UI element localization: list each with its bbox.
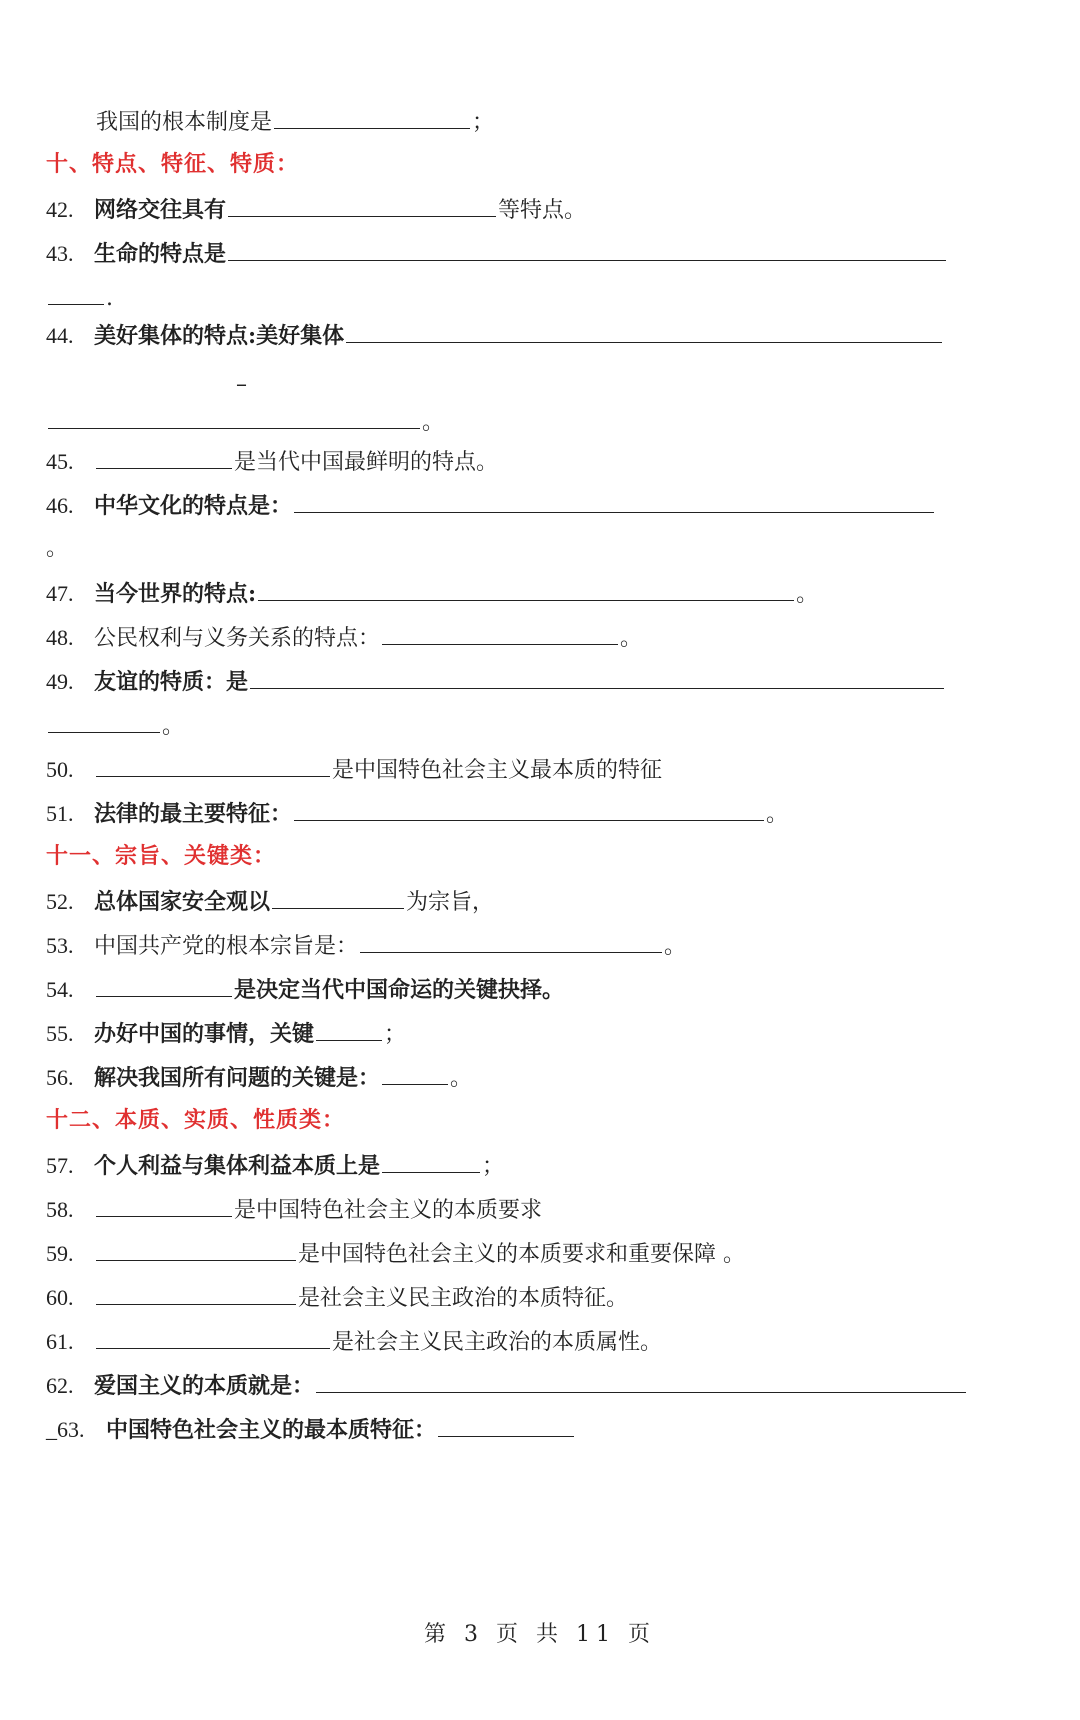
footer-word: 页 <box>495 1622 524 1647</box>
question-prefix: 中国共产党的根本宗旨是： <box>94 934 359 959</box>
answer-blank[interactable] <box>228 192 496 217</box>
question-prefix: 个人利益与集体利益本质上是 <box>94 1153 381 1179</box>
question-item <box>46 664 1032 698</box>
intro-punct: ； <box>472 110 495 135</box>
question-continuation <box>236 368 1032 402</box>
question-number: 51. <box>46 801 74 826</box>
question-item <box>46 1324 1032 1358</box>
question-suffix: 是中国特色社会主义的本质要求 <box>234 1198 543 1223</box>
question-prefix: 总体国家安全观以 <box>94 889 271 915</box>
question-number: 53. <box>46 933 74 958</box>
question-item <box>46 236 1032 270</box>
answer-blank[interactable] <box>96 972 232 997</box>
question-suffix: 是中国特色社会主义的本质要求和重要保障 。 <box>298 1242 745 1267</box>
question-suffix: 是社会主义民主政治的本质属性。 <box>332 1330 663 1355</box>
question-suffix: 。 <box>162 714 185 739</box>
question-number: 50. <box>46 757 74 782</box>
question-suffix: 为宗旨， <box>406 890 495 915</box>
question-item <box>46 488 1032 522</box>
answer-blank[interactable] <box>316 1016 382 1041</box>
question-continuation <box>46 280 1032 314</box>
question-prefix: 办好中国的事情，关键 <box>94 1021 315 1047</box>
intro-text: 我国的根本制度是 <box>96 110 273 135</box>
intro-line <box>96 104 1032 138</box>
answer-blank[interactable] <box>48 708 160 733</box>
question-item <box>46 972 1032 1006</box>
question-item <box>46 1016 1032 1050</box>
question-suffix: 等特点。 <box>498 198 587 223</box>
question-item <box>46 1236 1032 1270</box>
question-number: 57. <box>46 1153 74 1178</box>
answer-blank[interactable] <box>360 928 662 953</box>
question-item <box>46 192 1032 226</box>
question-suffix: 。 <box>450 1066 473 1091</box>
answer-blank[interactable] <box>294 796 764 821</box>
answer-blank[interactable] <box>250 664 944 689</box>
answer-blank[interactable] <box>96 752 330 777</box>
page-footer <box>0 1620 1080 1650</box>
question-number: 56. <box>46 1065 74 1090</box>
question-number: 52. <box>46 889 74 914</box>
question-number: 55. <box>46 1021 74 1046</box>
question-number: 58. <box>46 1197 74 1222</box>
answer-blank[interactable] <box>272 884 404 909</box>
answer-blank[interactable] <box>96 1236 296 1261</box>
question-prefix: 网络交往具有 <box>94 197 227 223</box>
answer-blank[interactable] <box>316 1368 966 1393</box>
footer-word: 页 <box>628 1622 657 1647</box>
answer-blank[interactable] <box>346 318 942 343</box>
question-item <box>46 1192 1032 1226</box>
footer-word: 共 <box>536 1622 565 1647</box>
question-number: 48. <box>46 625 74 650</box>
answer-blank[interactable] <box>382 1060 448 1085</box>
question-prefix: 当今世界的特点: <box>94 581 257 607</box>
answer-blank[interactable] <box>96 1192 232 1217</box>
question-continuation <box>46 532 1032 566</box>
question-number: 42. <box>46 197 74 222</box>
question-suffix: ； <box>384 1022 407 1047</box>
answer-blank[interactable] <box>96 1324 330 1349</box>
question-item <box>46 620 1032 654</box>
answer-blank[interactable] <box>96 1280 296 1305</box>
question-number: 61. <box>46 1329 74 1354</box>
question-prefix: 中国特色社会主义的最本质特征： <box>106 1417 437 1443</box>
question-item <box>46 1060 1032 1094</box>
question-number: 54. <box>46 977 74 1002</box>
answer-blank[interactable] <box>382 620 618 645</box>
question-prefix: 解决我国所有问题的关键是： <box>94 1065 381 1091</box>
answer-blank[interactable] <box>228 236 946 261</box>
question-number: 47. <box>46 581 74 606</box>
question-suffix: 。 <box>46 536 69 561</box>
question-number: 62. <box>46 1373 74 1398</box>
question-continuation <box>46 708 1032 742</box>
question-item <box>46 1280 1032 1314</box>
question-item <box>46 796 1032 830</box>
question-suffix: 是社会主义民主政治的本质特征。 <box>298 1286 629 1311</box>
question-item <box>46 444 1032 478</box>
answer-blank[interactable] <box>294 488 934 513</box>
section-heading: 十二、本质、实质、性质类： <box>46 1108 346 1133</box>
total-page-count: 11 <box>576 1622 617 1647</box>
question-item <box>46 928 1032 962</box>
question-suffix: 。 <box>620 626 643 651</box>
question-number: 60. <box>46 1285 74 1310</box>
question-prefix: 美好集体的特点:美好集体 <box>94 323 345 349</box>
question-number: 59. <box>46 1241 74 1266</box>
question-prefix: 中华文化的特点是： <box>94 493 293 519</box>
question-prefix: 友谊的特质：是 <box>94 669 249 695</box>
question-item <box>46 576 1032 610</box>
question-suffix: 。 <box>796 582 819 607</box>
question-item <box>46 884 1032 918</box>
question-prefix: 生命的特点是 <box>94 241 227 267</box>
answer-blank[interactable] <box>274 104 470 129</box>
answer-blank[interactable] <box>438 1412 574 1437</box>
question-prefix: 公民权利与义务关系的特点： <box>94 626 381 651</box>
answer-blank[interactable] <box>96 444 232 469</box>
section-heading: 十、特点、特征、特质： <box>46 152 300 177</box>
question-number: 44. <box>46 323 74 348</box>
question-number: 43. <box>46 241 74 266</box>
current-page-number: 3 <box>463 1622 484 1647</box>
footer-word: 第 <box>423 1622 452 1647</box>
question-suffix: 。 <box>422 410 445 435</box>
answer-blank[interactable] <box>48 280 104 305</box>
question-prefix: 法律的最主要特征： <box>94 801 293 827</box>
question-suffix: ； <box>482 1154 505 1179</box>
question-item <box>46 318 1032 352</box>
question-item <box>46 1412 1032 1446</box>
question-suffix: 是决定当代中国命运的关键抉择。 <box>234 977 565 1003</box>
section-heading: 十一、宗旨、关键类： <box>46 844 277 869</box>
answer-blank[interactable] <box>382 1148 480 1173</box>
question-suffix: 是中国特色社会主义最本质的特征 <box>332 758 663 783</box>
question-suffix: 。 <box>664 934 687 959</box>
dash-mark: – <box>236 372 247 397</box>
question-number: 46. <box>46 493 74 518</box>
answer-blank[interactable] <box>258 576 794 601</box>
question-number: 45. <box>46 449 74 474</box>
answer-blank[interactable] <box>48 404 420 429</box>
question-item <box>46 752 1032 786</box>
question-suffix: 是当代中国最鲜明的特点。 <box>234 450 499 475</box>
question-item <box>46 1148 1032 1182</box>
question-suffix: 。 <box>766 802 789 827</box>
question-prefix: 爱国主义的本质就是： <box>94 1373 315 1399</box>
question-item <box>46 1368 1032 1402</box>
question-suffix: . <box>106 286 113 311</box>
question-continuation <box>46 404 1032 438</box>
question-number: _63. <box>46 1417 85 1442</box>
question-number: 49. <box>46 669 74 694</box>
